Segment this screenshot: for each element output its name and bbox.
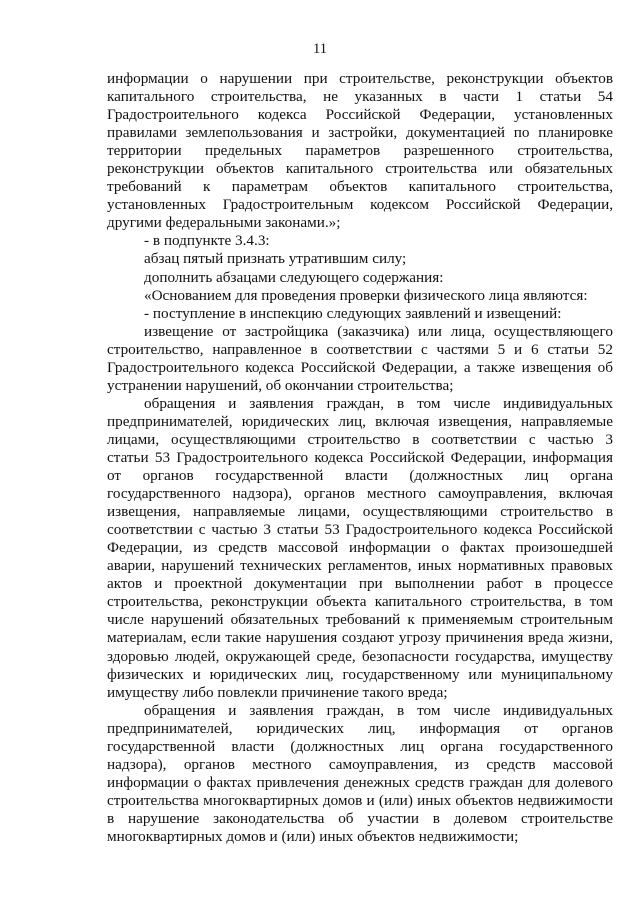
text-line: извещения, направляемые лицами, осуществляющими строительство в bbox=[107, 503, 613, 521]
text-line: строительство, направленное в соответствии с частями 5 и 6 статьи 52 bbox=[107, 340, 613, 358]
text-line: информации о фактах привлечения денежных средств граждан для долевого bbox=[107, 773, 613, 791]
text-line: Федерации, из средств массовой информации о фактах произошедшей bbox=[107, 539, 613, 557]
text-line: территории предельных параметров разрешенного строительства, bbox=[107, 142, 613, 160]
text-line: многоквартирных домов и (или) иных объектов недвижимости; bbox=[107, 827, 519, 845]
text-line: - в подпункте 3.4.3: bbox=[144, 232, 270, 250]
paragraph bbox=[107, 287, 613, 305]
text-line: требований к параметрам объектов капитального строительства, bbox=[107, 178, 613, 196]
text-line: реконструкции объектов капитального строительства или обязательных bbox=[107, 160, 613, 178]
document-body bbox=[107, 70, 613, 846]
text-line: имуществу либо повлекли причинение такого вреда; bbox=[107, 683, 448, 701]
text-line: от органов государственной власти (должностных лиц органа bbox=[107, 467, 613, 485]
text-line: лицами, осуществляющими строительство в соответствии с частью 3 bbox=[107, 430, 613, 448]
text-line: обращения и заявления граждан, в том числе индивидуальных bbox=[144, 394, 613, 412]
text-line: дополнить абзацами следующего содержания: bbox=[144, 268, 444, 286]
text-line: числе нарушений обязательных требований к применяемым строительным bbox=[107, 611, 613, 629]
paragraph bbox=[107, 232, 613, 250]
text-line: государственной власти (должностных лиц органа государственного bbox=[107, 737, 613, 755]
text-line: актов и проектной документации при выполнении работ в процессе bbox=[107, 575, 613, 593]
paragraph bbox=[107, 305, 613, 323]
text-line: правилами землепользования и застройки, документацией по планировке bbox=[107, 124, 613, 142]
text-line: установленных Градостроительным кодексом Российской Федерации, bbox=[107, 196, 613, 214]
text-line: обращения и заявления граждан, в том числе индивидуальных bbox=[144, 701, 613, 719]
paragraph bbox=[107, 250, 613, 268]
text-line: устранении нарушений, об окончании строительства; bbox=[107, 376, 454, 394]
text-line: предпринимателей, юридических лиц, информация от органов bbox=[107, 719, 613, 737]
text-line: статьи 53 Градостроительного кодекса Российской Федерации, информация bbox=[107, 448, 613, 466]
text-line: капитального строительства, не указанных в части 1 статьи 54 bbox=[107, 88, 613, 106]
text-line: соответствии с частью 3 статьи 53 Градостроительного кодекса Российской bbox=[107, 521, 613, 539]
text-line: аварии, нарушений технических регламентов, иных нормативных правовых bbox=[107, 557, 613, 575]
text-line: надзора), органов местного самоуправления, из средств массовой bbox=[107, 755, 613, 773]
text-line: материалам, если такие нарушения создают угрозу причинения вреда жизни, bbox=[107, 629, 613, 647]
text-line: извещение от застройщика (заказчика) или лица, осуществляющего bbox=[144, 322, 613, 340]
paragraph bbox=[107, 269, 613, 287]
text-line: строительства, реконструкции объекта капитального строительства, в том bbox=[107, 593, 613, 611]
text-line: строительства многоквартирных домов и (или) иных объектов недвижимости bbox=[107, 791, 613, 809]
text-line: «Основанием для проведения проверки физического лица являются: bbox=[144, 286, 588, 304]
text-line: - поступление в инспекцию следующих заявлений и извещений: bbox=[144, 304, 562, 322]
paragraph bbox=[107, 323, 613, 395]
page-number: 11 bbox=[313, 41, 327, 57]
text-line: государственного надзора), органов местного самоуправления, включая bbox=[107, 485, 613, 503]
text-line: здоровью людей, окружающей среде, безопасности государства, имуществу bbox=[107, 647, 613, 665]
text-line: другими федеральными законами.»; bbox=[107, 214, 341, 232]
text-line: информации о нарушении при строительстве, реконструкции объектов bbox=[107, 70, 613, 87]
text-line: Градостроительного кодекса Российской Федерации, установленных bbox=[107, 106, 613, 124]
paragraph bbox=[107, 70, 613, 232]
text-line: в нарушение законодательства об участии в долевом строительстве bbox=[107, 809, 613, 827]
paragraph bbox=[107, 702, 613, 846]
paragraph bbox=[107, 395, 613, 702]
text-line: физических и юридических лиц, государственному или муниципальному bbox=[107, 665, 613, 683]
text-line: абзац пятый признать утратившим силу; bbox=[144, 250, 407, 268]
text-line: предпринимателей, юридических лиц, включая извещения, направляемые bbox=[107, 412, 613, 430]
text-line: Градостроительного кодекса Российской Федерации, а также извещения об bbox=[107, 358, 613, 376]
